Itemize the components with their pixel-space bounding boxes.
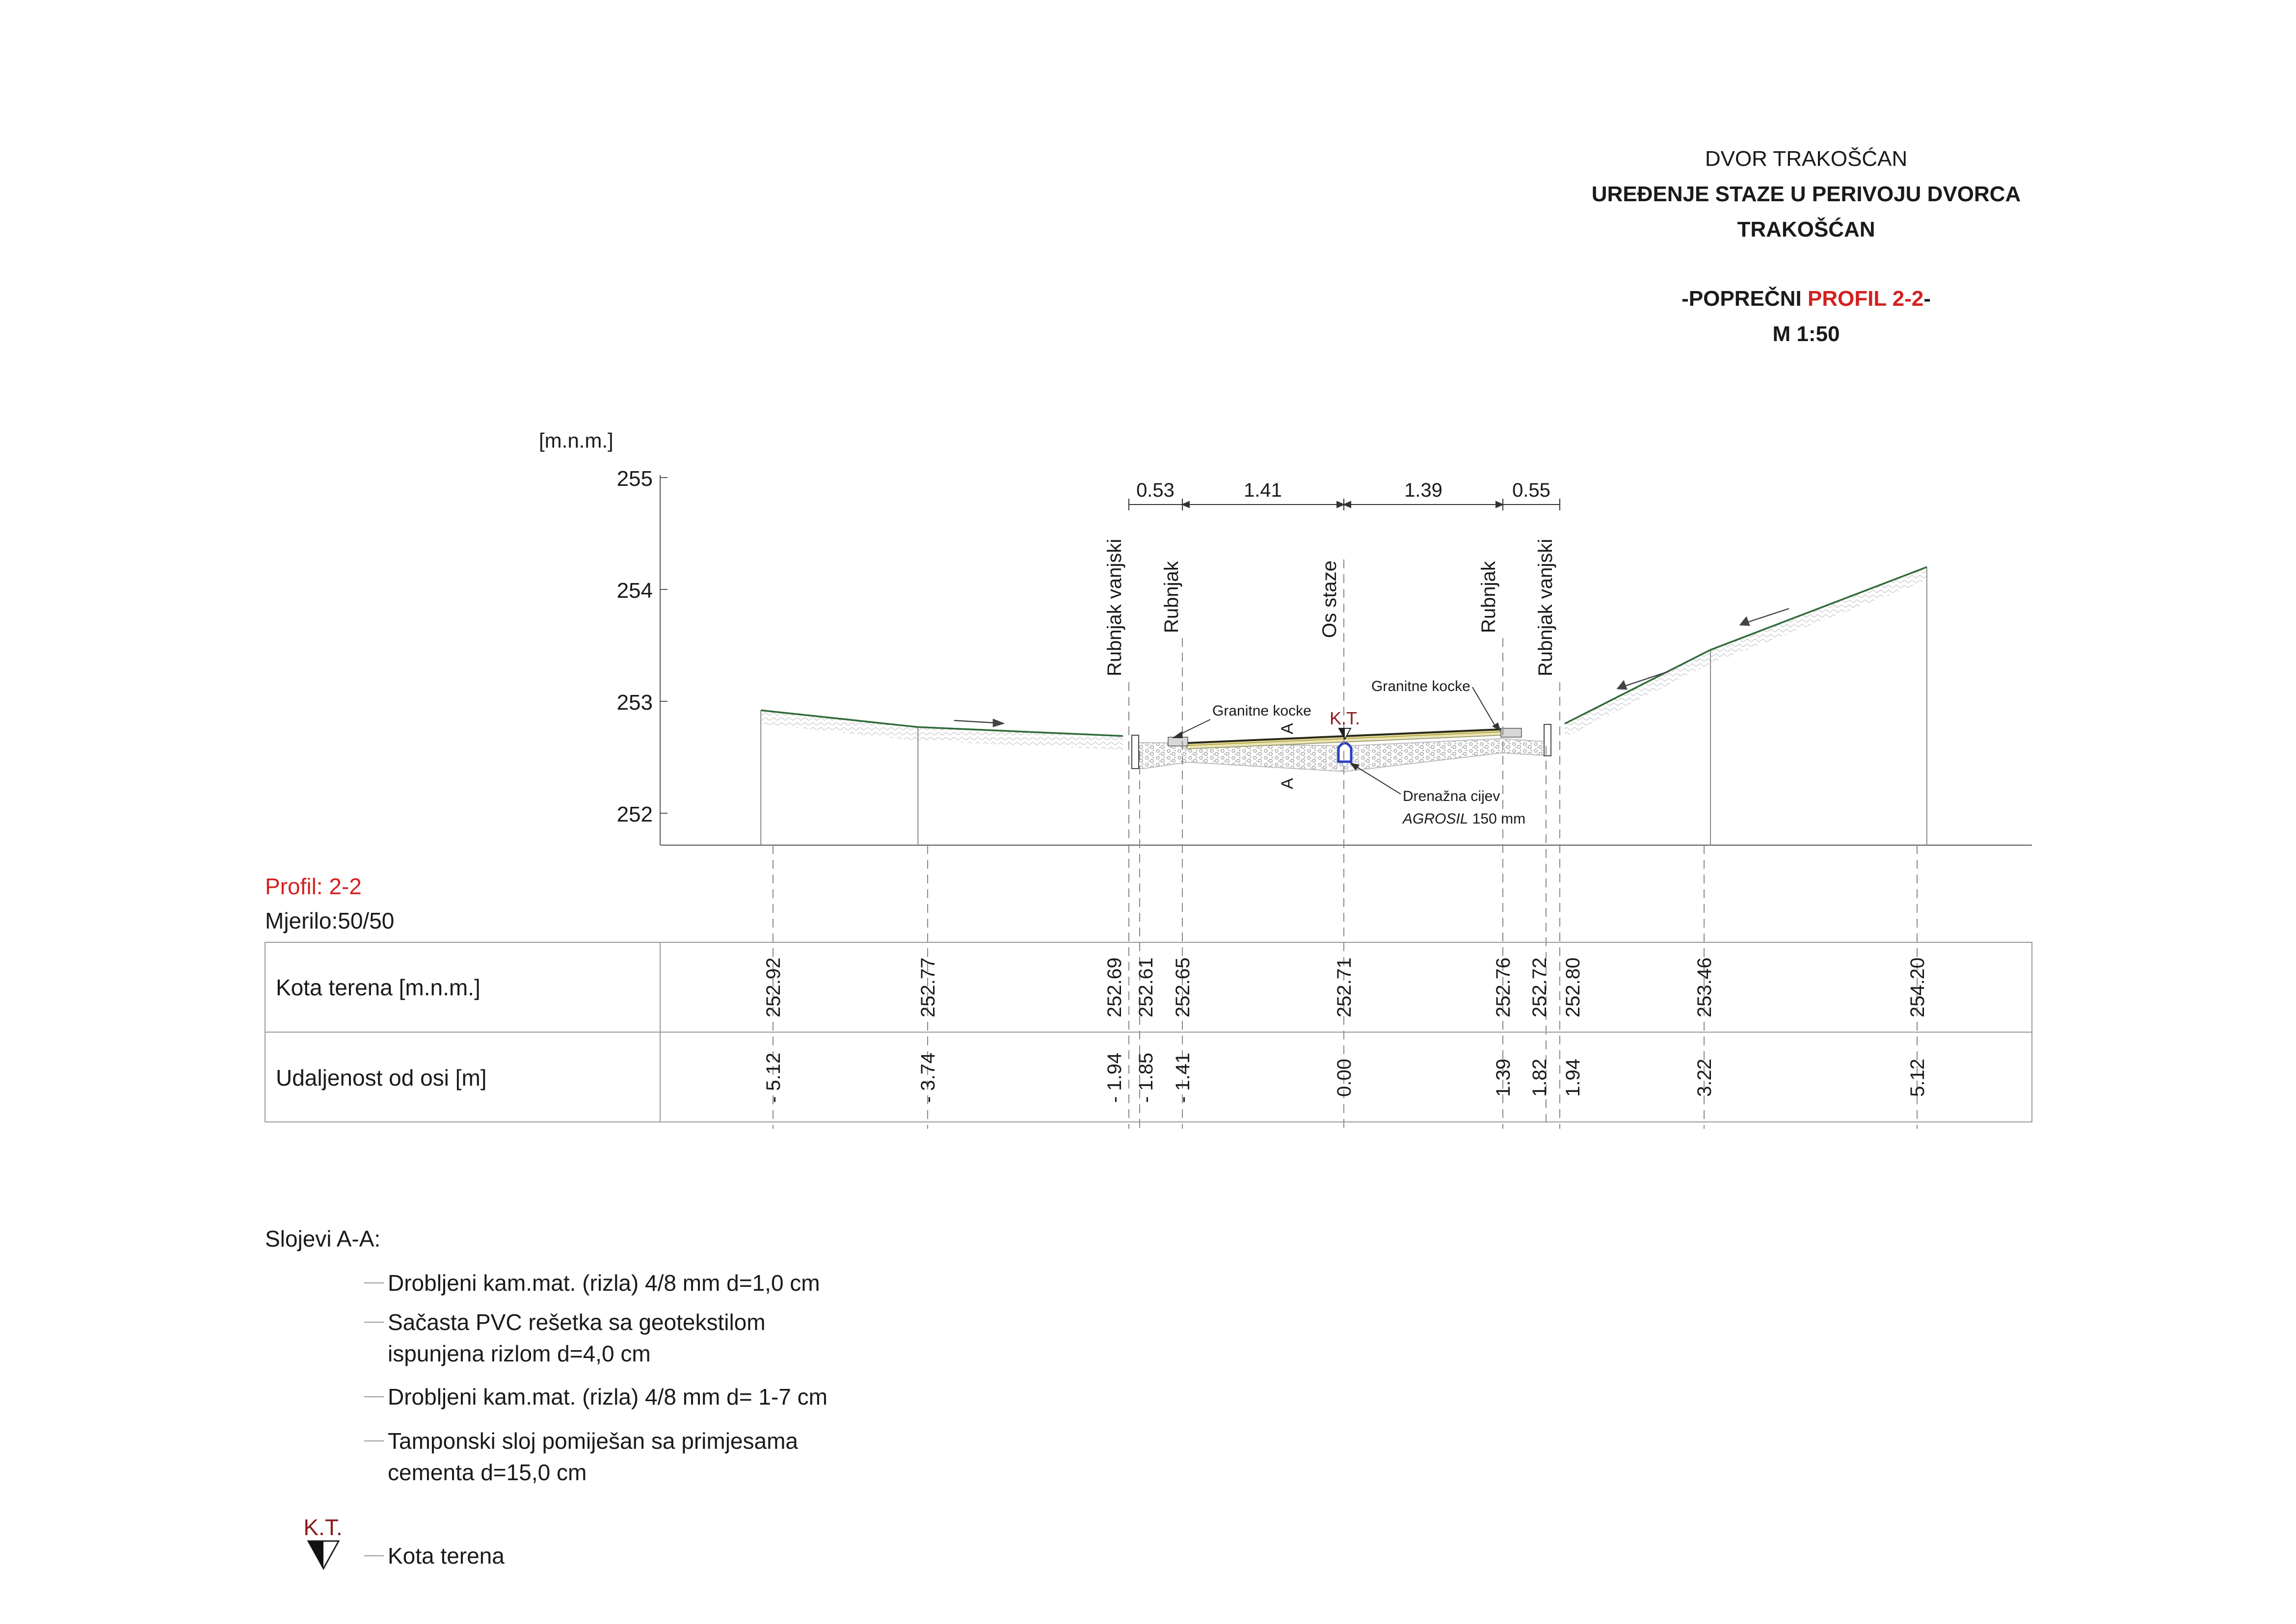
table-row-label-udaljenost: Udaljenost od osi [m] (276, 1065, 487, 1091)
table-cell-udaljenost: - 1.85 (1135, 1052, 1157, 1103)
table-values (763, 958, 1928, 1103)
table-cell-kota: 252.92 (763, 957, 784, 1018)
table-cell-udaljenost: 1.82 (1529, 1059, 1550, 1097)
granitne-kocke-right: Granitne kocke (1371, 678, 1470, 694)
project-subtitle: UREĐENJE STAZE U PERIVOJU DVORCA (1591, 182, 2021, 206)
table-cell-udaljenost: - 5.12 (763, 1052, 784, 1103)
table-cell-udaljenost: 0.00 (1334, 1059, 1355, 1097)
table-cell-kota: 252.77 (917, 957, 939, 1018)
profile-table (265, 942, 2032, 1122)
layer-legend (265, 1226, 828, 1569)
dimension-chain (1129, 499, 1560, 510)
legend-layer-1: Drobljeni kam.mat. (rizla) 4/8 mm d=1,0 cm (388, 1270, 820, 1296)
table-row-label-kota: Kota terena [m.n.m.] (276, 975, 481, 1000)
dimension-1-41: 1.41 (1244, 479, 1282, 501)
dimension-1-39: 1.39 (1404, 479, 1442, 501)
project-title: DVOR TRAKOŠĆAN (1705, 147, 1908, 171)
project-subtitle-2: TRAKOŠĆAN (1737, 217, 1875, 241)
legend-layer-2-line2: ispunjena rizlom d=4,0 cm (388, 1341, 651, 1366)
table-cell-kota: 252.69 (1104, 957, 1125, 1018)
curb-right (1501, 728, 1522, 737)
table-cell-udaljenost: - 3.74 (917, 1052, 939, 1103)
legend-layer-4-line1: Tamponski sloj pomiješan sa primjesama (388, 1428, 798, 1454)
dimension-0-53: 0.53 (1136, 479, 1175, 501)
section-a-bottom: A (1278, 778, 1297, 789)
section-a-top: A (1278, 723, 1297, 734)
table-cell-kota: 252.65 (1172, 957, 1194, 1018)
label-rubnjak-vanjski-right: Rubnjak vanjski (1535, 538, 1556, 676)
table-cell-udaljenost: 3.22 (1694, 1059, 1715, 1097)
slope-arrow-left (954, 719, 1003, 726)
table-cell-kota: 252.76 (1493, 957, 1514, 1018)
axis-unit-label: [m.n.m.] (539, 429, 614, 452)
table-cell-kota: 252.71 (1334, 957, 1355, 1018)
profile-heading-name: PROFIL 2-2 (1807, 287, 1924, 311)
outer-curb-right (1544, 724, 1551, 756)
drawing-scale: M 1:50 (1772, 322, 1840, 346)
dimension-labels (1136, 479, 1550, 501)
table-cell-udaljenost: 1.94 (1562, 1059, 1584, 1097)
drain-spec: AGROSIL 150 mm (1403, 811, 1526, 827)
table-cell-udaljenost: - 1.41 (1172, 1052, 1194, 1103)
label-rubnjak-right: Rubnjak (1478, 561, 1499, 633)
kt-marker-label: K.T. (1329, 708, 1361, 728)
profile-scale: Mjerilo:50/50 (265, 908, 395, 933)
axis-tick-254: 254 (616, 579, 653, 603)
legend-layer-2-line1: Sačasta PVC rešetka sa geotekstilom (388, 1309, 766, 1335)
slope-arrows (954, 609, 1789, 726)
legend-title: Slojevi A-A: (265, 1226, 381, 1251)
profile-heading: -POPREČNI PROFIL 2-2- (1682, 287, 1931, 311)
dimension-0-55: 0.55 (1512, 479, 1550, 501)
axis-tick-253: 253 (616, 691, 653, 715)
table-cell-kota: 252.80 (1562, 957, 1584, 1018)
legend-layer-4-line2: cementa d=15,0 cm (388, 1460, 587, 1485)
axis-tick-255: 255 (616, 467, 653, 491)
table-cell-kota: 253.46 (1694, 957, 1715, 1018)
table-cell-udaljenost: - 1.94 (1104, 1052, 1125, 1103)
curb-left (1168, 737, 1188, 746)
legend-kt-label: Kota terena (388, 1543, 505, 1569)
table-cell-udaljenost: 5.12 (1907, 1059, 1928, 1097)
legend-kt-symbol-label: K.T. (303, 1515, 343, 1540)
label-rubnjak-vanjski-left: Rubnjak vanjski (1104, 538, 1125, 676)
profile-name: Profil: 2-2 (265, 874, 362, 899)
axis-tick-252: 252 (616, 802, 653, 826)
title-block (1592, 146, 2021, 346)
table-cell-kota: 252.72 (1529, 957, 1550, 1018)
drainage-pipe (1338, 743, 1351, 762)
drain-label: Drenažna cijev (1403, 788, 1500, 804)
soil-band (1565, 567, 1927, 737)
granitne-kocke-left: Granitne kocke (1212, 703, 1311, 719)
table-cell-udaljenost: 1.39 (1493, 1059, 1514, 1097)
label-rubnjak-left: Rubnjak (1161, 561, 1182, 633)
table-cell-kota: 252.61 (1135, 957, 1157, 1018)
label-os-staze: Os staze (1319, 560, 1340, 638)
reference-labels (1104, 539, 1556, 676)
table-cell-kota: 254.20 (1907, 957, 1928, 1018)
legend-layer-3: Drobljeni kam.mat. (rizla) 4/8 mm d= 1-7 cm (388, 1384, 828, 1410)
